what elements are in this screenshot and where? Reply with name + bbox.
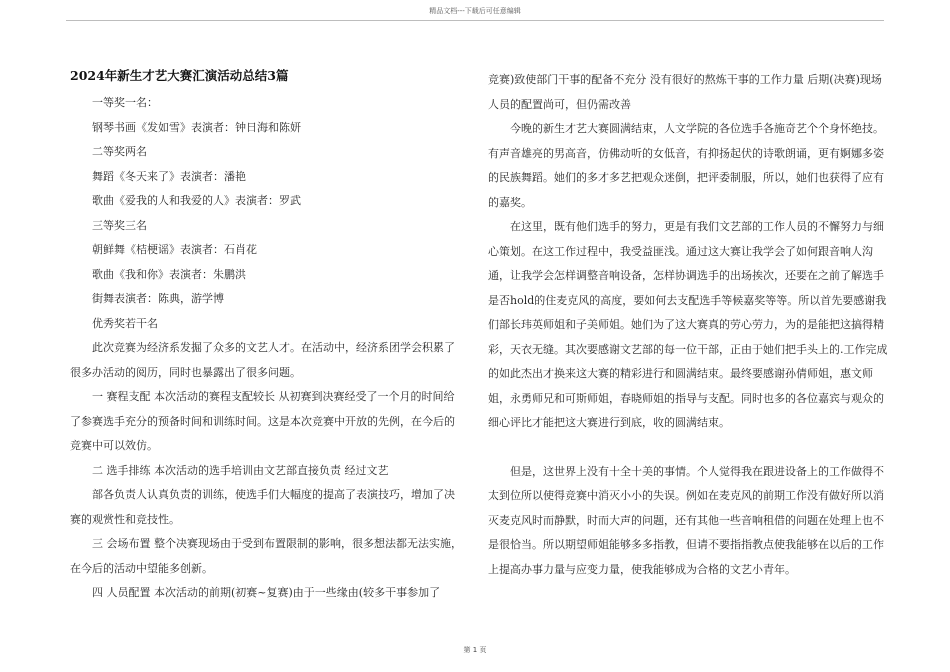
page-number: 第 1 页 bbox=[463, 646, 487, 654]
header-rule bbox=[66, 20, 884, 21]
page-header: 精品文档---下载后可任意编辑 bbox=[429, 7, 521, 15]
paragraph: 二 选手排练 本次活动的选手培训由文艺部直接负责 经过文艺 bbox=[92, 463, 389, 477]
paragraph: 竞赛)致使部门干事的配备不充分 没有很好的熬炼干事的工作力量 后期(决赛)现场人员的配置尚可，但仍需改善 bbox=[488, 73, 882, 111]
paragraph: 钢琴书画《发如雪》表演者：钟日海和陈妍 bbox=[92, 120, 301, 134]
left-column bbox=[70, 68, 462, 606]
document-title: 2024年新生才艺大赛汇演活动总结3篇 bbox=[70, 68, 289, 83]
paragraph: 歌曲《爱我的人和我爱的人》表演者：罗武 bbox=[92, 194, 301, 207]
paragraph: 歌曲《我和你》表演者：朱鹏洪 bbox=[92, 267, 246, 281]
paragraph: 今晚的新生才艺大赛圆满结束，人文学院的各位选手各施奇艺个个身怀绝技。有声音雄亮的男高音，仿佛动听的女低音，有抑扬起伏的诗歌朗诵，更有婀娜多姿的民族舞蹈。她们的多才多艺把观众迷倒，把评委制服，所以，她们也获得了应有的嘉奖。 bbox=[488, 122, 884, 209]
right-column bbox=[488, 68, 888, 582]
paragraph: 优秀奖若干名 bbox=[92, 316, 158, 330]
paragraph: 朝鲜舞《桔梗谣》表演者：石肖花 bbox=[92, 243, 257, 256]
paragraph: 四 人员配置 本次活动的前期(初赛~复赛)由于一些缘由(较多干事参加了 bbox=[92, 586, 441, 599]
paragraph: 舞蹈《冬天来了》表演者：潘艳 bbox=[92, 169, 246, 183]
paragraph: 三 会场布置 整个决赛现场由于受到布置限制的影响，很多想法都无法实施，在今后的活动中望能多创新。 bbox=[70, 537, 462, 575]
paragraph: 部各负责人认真负责的训练，使选手们大幅度的提高了表演技巧，增加了决赛的观赏性和竞技性。 bbox=[70, 488, 455, 526]
paragraph: 一等奖一名： bbox=[92, 96, 158, 109]
paragraph-gap bbox=[488, 436, 888, 460]
paragraph: 三等奖三名 bbox=[92, 218, 147, 232]
paragraph: 在这里，既有他们选手的努力，更是有我们文艺部的工作人员的不懈努力与细心策划。在这工作过程中，我受益匪浅。通过这大赛让我学会了如何跟音响人沟通，让我学会怎样调整音响设备，怎样协调选手的出场挨次，还要在之前了解选手是否hold的住麦克风的高度，要如何去支配选手等候嘉奖等等。所以首先要感谢我们部长玮英师姐和子美师姐。她们为了这大赛真的劳心劳力，为的是能把这搞得精彩，天衣无缝。其次要感谢文艺部的每一位干部，正由于她们把手头上的.工作完成的如此杰出才换来这大赛的精彩进行和圆满结束。最终要感谢孙倩师姐，惠文师姐，永勇师兄和可斯师姐，春晓师姐的指导与支配。同时也多的各位嘉宾与观众的细心评比才能把这大赛进行到底，收的圆满结束。 bbox=[488, 220, 888, 429]
paragraph: 一 赛程支配 本次活动的赛程支配较长 从初赛到决赛经受了一个月的时间给了参赛选手充分的预备时间和训练时间。这是本次竞赛中开放的先例，在今后的竞赛中可以效仿。 bbox=[70, 390, 455, 452]
paragraph: 街舞表演者：陈典，游学博 bbox=[92, 292, 224, 305]
paragraph: 此次竞赛为经济系发掘了众多的文艺人才。在活动中，经济系团学会积累了很多办活动的阅历，同时也暴露出了很多问题。 bbox=[70, 341, 455, 379]
paragraph: 但是，这世界上没有十全十美的事情。个人觉得我在跟进设备上的工作做得不太到位所以使得竞赛中消灭小小的失误。例如在麦克风的前期工作没有做好所以消灭麦克风时而静默，时而大声的问题，还有其他一些音响租借的问题在处理上也不是很恰当。所以期望师姐能够多多指教，但请不要指指教点使我能够在以后的工作上提高办事力量与应变力量，使我能够成为合格的文艺小青年。 bbox=[488, 464, 884, 576]
paragraph: 二等奖两名 bbox=[92, 145, 147, 158]
